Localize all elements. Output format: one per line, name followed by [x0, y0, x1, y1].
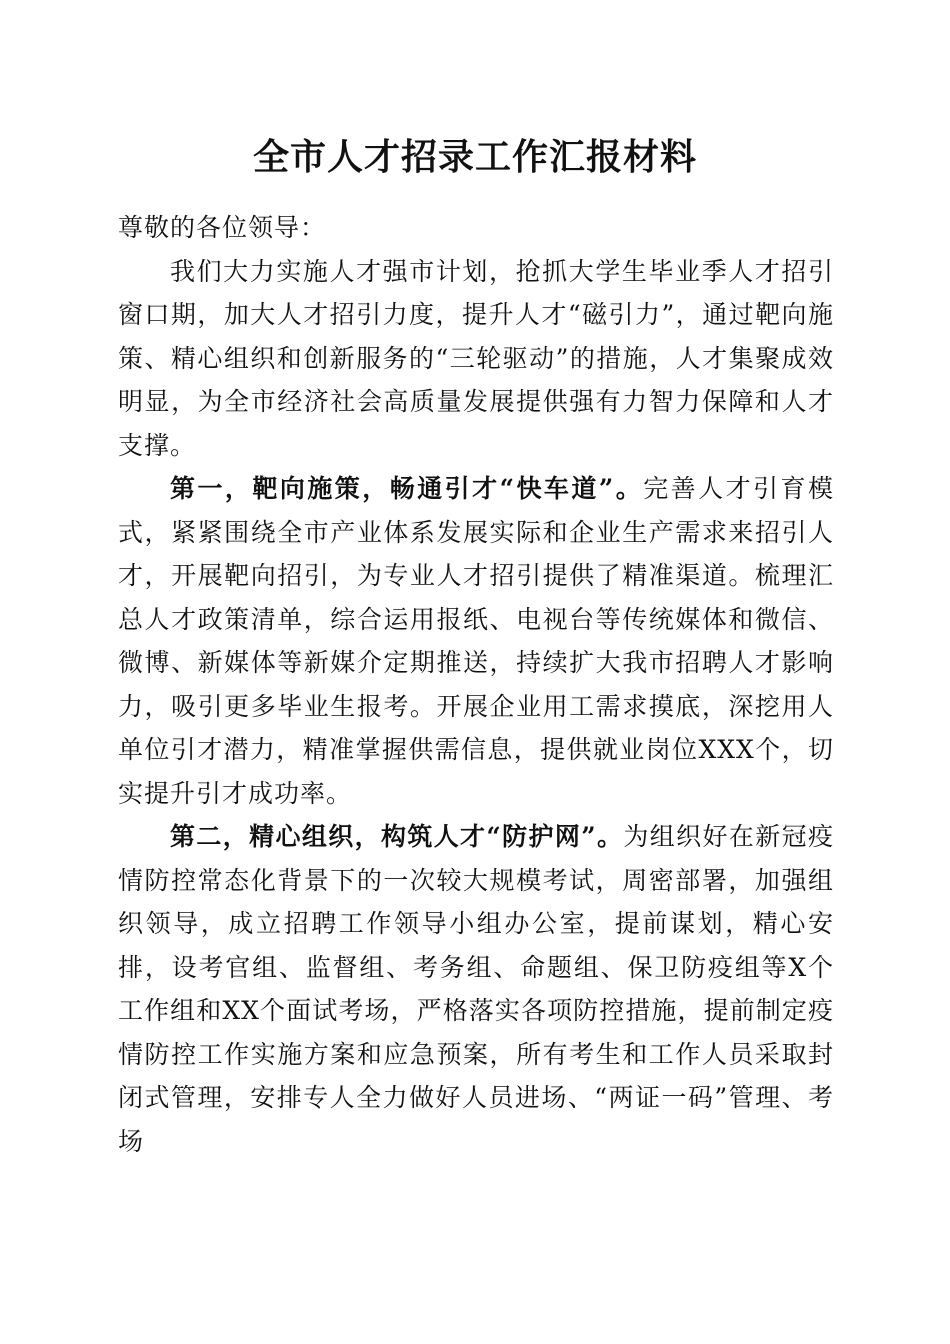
document-body — [118, 206, 834, 1163]
paragraph-section-two — [118, 815, 834, 1163]
section-heading: 第一，靶向施策，畅通引才“快车道”。 — [170, 474, 644, 503]
paragraph-text: 完善人才引育模式，紧紧围绕全市产业体系发展实际和企业生产需求来招引人才，开展靶向招引，为专业人才招引提供了精准渠道。梳理汇总人才政策清单，综合运用报纸、电视台等传统媒体和微信、微博、新媒体等新媒介定期推送，持续扩大我市招聘人才影响力，吸引更多毕业生报考。开展企业用工需求摸底，深挖用人单位引才潜力，精准掌握供需信息，提供就业岗位XXX个，切实提升引才成功率。 — [118, 474, 834, 808]
paragraph-text: 为组织好在新冠疫情防控常态化背景下的一次较大规模考试，周密部署，加强组织领导，成立招聘工作领导小组办公室，提前谋划，精心安排，设考官组、监督组、考务组、命题组、保卫防疫组等X个工作组和XX个面试考场，严格落实各项防控措施，提前制定疫情防控工作实施方案和应急预案，所有考生和工作人员采取封闭式管理，安排专人全力做好人员进场、“两证一码”管理、考场 — [118, 822, 834, 1156]
paragraph-section-one — [118, 467, 834, 815]
section-heading: 第二，精心组织，构筑人才“防护网”。 — [170, 822, 624, 851]
salutation: 尊敬的各位领导： — [118, 213, 327, 242]
paragraph-text: 我们大力实施人才强市计划，抢抓大学生毕业季人才招引窗口期，加大人才招引力度，提升人才“磁引力”，通过靶向施策、精心组织和创新服务的“三轮驱动”的措施，人才集聚成效明显，为全市经济社会高质量发展提供强有力智力保障和人才支撑。 — [118, 256, 834, 460]
paragraph-intro — [118, 250, 834, 468]
document-title: 全市人才招录工作汇报材料 — [252, 136, 697, 178]
